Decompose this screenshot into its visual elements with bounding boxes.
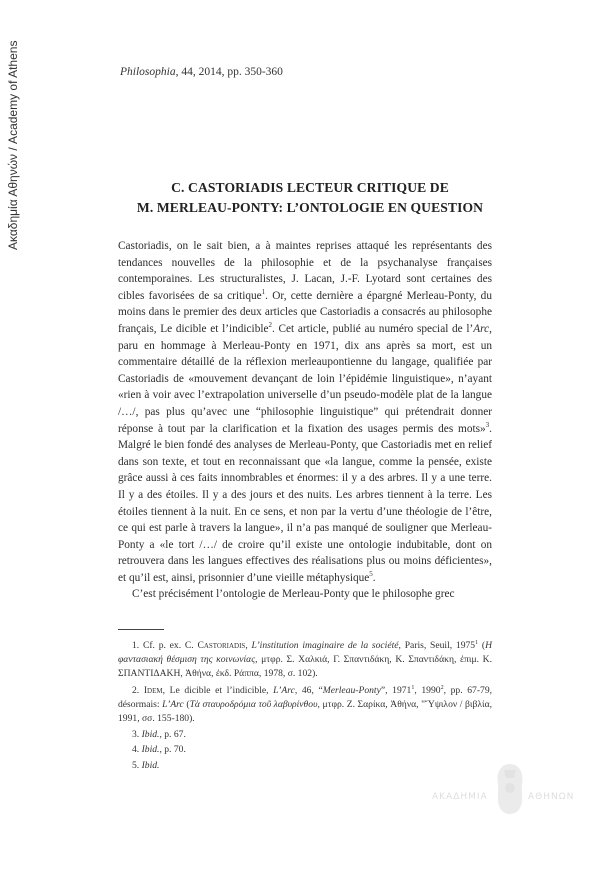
footnote-ref-2[interactable]: 2 — [268, 321, 272, 330]
footnote-3: 3. Ibid., p. 67. — [132, 728, 186, 740]
text-run: . Malgré le bien fondé des analyses de Merleau-Ponty, que Castoriadis met en relief dans son texte, et tout en reconnaissant que «la langue, comme la pensée, existe grâce aussi à ces faits innombrables et énormes: il y a des arbres. Il y a une terre. Il y a des étoiles. Il y a des jours et des nuits. Les arbres tiennent à la terre. Les étoiles tiennent à la nuit. En ce sens, et non par la vertu d’une théologie de l’être, ce qui est parle à travers la langue», il n’a pas manqué de souligner que Merleau-Ponty a «le tort /…/ de croire qu’il existe une ontologie indubitable, dont on retrouvera dans les langues effectives des réalisations plus ou moins déficientes», et qu’il est, ainsi, prisonnier d’une vieille métaphysique — [118, 422, 492, 584]
journal-volume-pages: , 44, 2014, pp. 350-360 — [175, 66, 283, 78]
footnote-ref-1[interactable]: 1 — [261, 288, 266, 297]
article-body — [118, 238, 492, 603]
footnotes — [118, 637, 492, 773]
watermark-text-right: ΑΘΗΝΩΝ — [528, 792, 575, 802]
title-line-1: C. CASTORIADIS LECTEUR CRITIQUE DE — [171, 180, 449, 195]
footnote-ref-5[interactable]: 5 — [369, 570, 373, 579]
academy-watermark — [432, 760, 582, 850]
article-title — [100, 178, 520, 218]
body-paragraph-2: C’est précisément l’ontologie de Merleau-Ponty que le philosophe grec — [132, 588, 455, 601]
title-line-2: M. MERLEAU-PONTY: L’ONTOLOGIE EN QUESTION — [136, 200, 484, 215]
footnote-5: 5. Ibid. — [132, 760, 160, 771]
footnote-2: 2. Idem, Le dicible et l’indicible, L’Arc, 46, “Merleau-Ponty”, 1971$^1$, 1990$^2$, pp. 67-79, désormais: L’Arc (Τὰ σταυροδρόμια τοῦ λαβυρίνθου, μτφρ. Ζ. Σαρίκα, Ἀθήνα, "Ὕψιλον / βιβλία, 1991, σσ. 155-180). — [118, 685, 493, 724]
watermark-text-left: ΑΚΑΔΗΜΙΑ — [432, 792, 488, 802]
arc-journal-ref: Arc — [473, 322, 490, 335]
footnote-4: 4. Ibid., p. 70. — [132, 744, 186, 756]
journal-name: Philosophia — [120, 66, 176, 78]
text-run: . Cet article, publié au numéro special de l’ — [272, 322, 474, 335]
text-run: . Or, cette dernière a épargné Merleau-Ponty, du moins dans le premier des deux articles que Castoriadis a consacrés au philosophe français, Le dicible et l’indicible — [118, 289, 492, 335]
archive-side-label: Ακαδημία Αθηνών / Academy of Athens — [6, 40, 20, 250]
text-run: , paru en hommage à Merleau-Ponty en 1971, dix ans après sa mort, est un commentaire détaillé de la réflexion merleaupontienne du langage, qualifiée par Castoriadis de «mouvement devançant de loin l’épidémie linguistique», n’ayant «rien à voir avec l’extrapolation universelle d’un pseudo-modèle plat de la langue /…/, pas plus qu’avec une “philosophie linguistique” qui prétendrait donner réponse à tout par la clarification et la fixation des usages permis des mots» — [118, 322, 492, 435]
journal-citation — [120, 66, 283, 78]
footnote-separator — [118, 629, 164, 630]
text-run: . — [372, 571, 376, 584]
footnote-ref-3[interactable]: 3 — [485, 420, 490, 429]
athena-seal-icon — [490, 760, 530, 820]
footnote-1: 1. Cf. p. ex. C. Castoriadis, L’institution imaginaire de la société, Paris, Seuil, 1975$^1$ (Η φαντασιακή θέσμιση της κοινωνίας, μτφρ. Σ. Χαλκιά, Γ. Σπαντιδάκη, Κ. Σπαντιδάκη, ἐπιμ. Κ. ΣΠΑΝΤΙΔΑΚΗ, Ἀθήνα, ἐκδ. Ράππα, 1978, σ. 102). — [118, 640, 493, 679]
body-paragraph-1 — [118, 238, 492, 586]
text-run: Castoriadis, on le sait bien, a à maintes reprises attaqué les représentants des tendances nouvelles de la philosophie et de la psychanalyse françaises contemporaines. Les structuralistes, J. Lacan, J.-F. Lyotard sont certaines des cibles favorisées de sa critique — [118, 240, 492, 302]
